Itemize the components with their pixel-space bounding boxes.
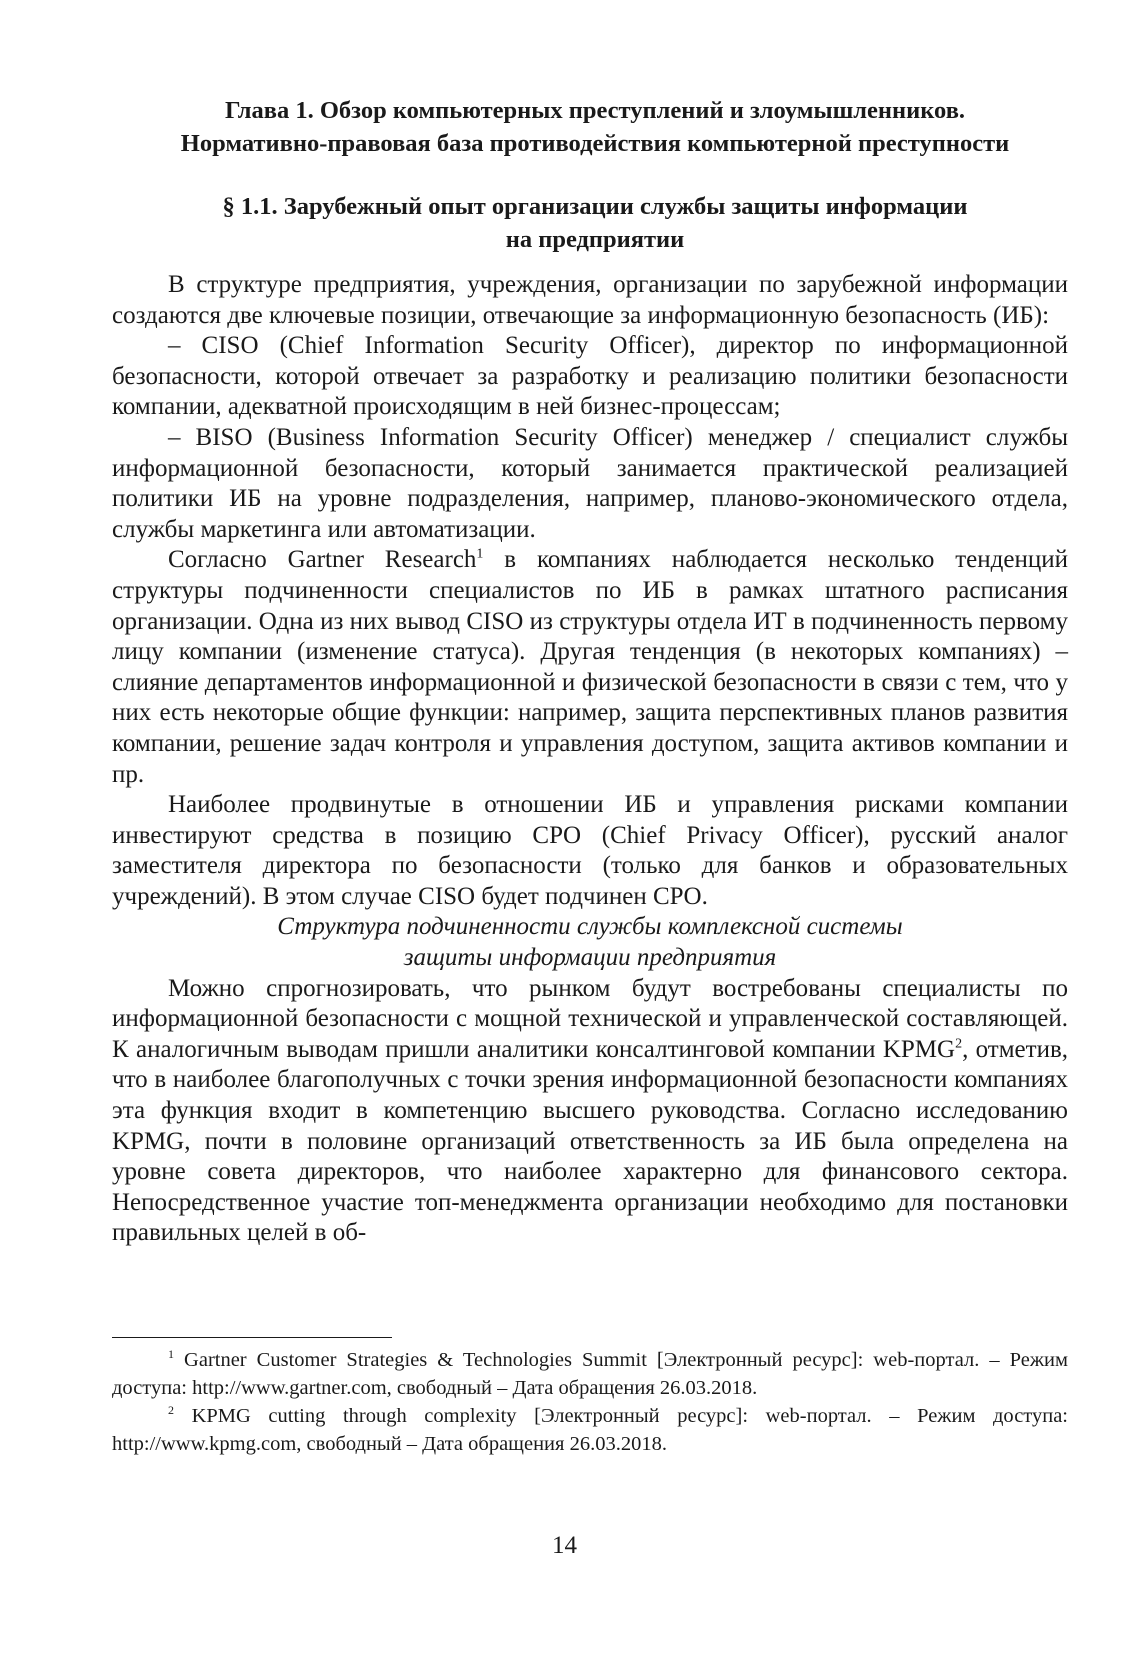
- page-number: 14: [552, 1532, 577, 1559]
- footnote-2: [112, 1402, 1068, 1458]
- section-title-line-1: § 1.1. Зарубежный опыт организации службы защиты информации: [222, 193, 968, 220]
- body-text: [112, 270, 1068, 1249]
- italic-subheading-line-2: защиты информации предприятия: [403, 944, 777, 972]
- italic-subheading: [112, 912, 1068, 973]
- paragraph-kpmg: [112, 974, 1068, 1249]
- paragraph-kpmg-start: Можно спрогнозировать, что рынком будут востребованы специалисты по информационной безопасности с мощной технической и управленческой составляющей. К аналогичным выводам пришли аналитики консалтинговой компании KPMG: [112, 974, 1068, 1063]
- chapter-title: [100, 94, 1090, 160]
- italic-subheading-line-1: Структура подчиненности службы комплексной системы: [277, 913, 903, 941]
- paragraph-gartner-start: Согласно Gartner Research: [168, 546, 477, 574]
- footnote-1-text: Gartner Customer Strategies & Technologies Summit [Электронный ресурс]: web-портал. – Режим доступа: http://www.gartner.com, свободный – Дата обращения 26.03.2018.: [112, 1349, 1068, 1399]
- footnotes: [112, 1346, 1068, 1458]
- paragraph-ciso: – CISO (Chief Information Security Officer), директор по информационной безопасности, которой отвечает за разработку и реализацию политики безопасности компании, адекватной происходящим в ней бизнес-процессам;: [112, 332, 1068, 421]
- paragraph-gartner: [112, 545, 1068, 790]
- footnote-2-text: KPMG cutting through complexity [Электронный ресурс]: web-портал. – Режим доступа: http://www.kpmg.com, свободный – Дата обращения 26.03.2018.: [112, 1405, 1068, 1455]
- chapter-title-line-1: Глава 1. Обзор компьютерных преступлений и злоумышленников.: [224, 97, 966, 124]
- footnote-1: [112, 1346, 1068, 1402]
- paragraph-intro: В структуре предприятия, учреждения, организации по зарубежной информации создаются две ключевые позиции, отвечающие за информационную безопасность (ИБ):: [112, 271, 1068, 329]
- paragraph-cpo: Наиболее продвинутые в отношении ИБ и управления рисками компании инвестируют средства в позицию CPO (Chief Privacy Officer), русский аналог заместителя директора по безопасности (только для банков и образовательных учреждений). В этом случае CISO будет подчинен CPO.: [112, 791, 1068, 910]
- section-title-line-2: на предприятии: [505, 226, 685, 253]
- paragraph-kpmg-rest: , отметив, что в наиболее благополучных с точки зрения информационной безопасности компаниях эта функция входит в компетенцию высшего руководства. Согласно исследованию KPMG, почти в половине организаций ответственность за ИБ была определена на уровне совета директоров, что наиболее характерно для финансового сектора. Непосредственное участие топ-менеджмента организации необходимо для постановки правильных целей в об-: [112, 1035, 1068, 1247]
- footnote-ref-2[interactable]: 2: [955, 1036, 963, 1052]
- footnote-divider: [112, 1337, 392, 1338]
- paragraph-biso: – BISO (Business Information Security Officer) менеджер / специалист службы информационной безопасности, который занимается практической реализацией политики ИБ на уровне подразделения, например, планово-экономического отдела, службы маркетинга или автоматизации.: [112, 423, 1068, 543]
- footnote-2-mark: 2: [168, 1403, 174, 1418]
- footnote-ref-1[interactable]: 1: [476, 547, 484, 563]
- section-title: [100, 190, 1090, 256]
- footnote-1-mark: 1: [168, 1347, 174, 1362]
- paragraph-gartner-rest: в компаниях наблюдается несколько тенденций структуры подчиненности специалистов по ИБ в рамках штатного расписания организации. Одна из них вывод CISO из структуры отдела ИТ в подчиненность первому лицу компании (изменение статуса). Другая тенденция (в некоторых компаниях) – слияние департаментов информационной и физической безопасности в связи с тем, что у них есть некоторые общие функции: например, защита перспективных планов развития компании, решение задач контроля и управления доступом, защита активов компании и пр.: [112, 546, 1068, 788]
- chapter-title-line-2: Нормативно-правовая база противодействия компьютерной преступности: [180, 130, 1010, 157]
